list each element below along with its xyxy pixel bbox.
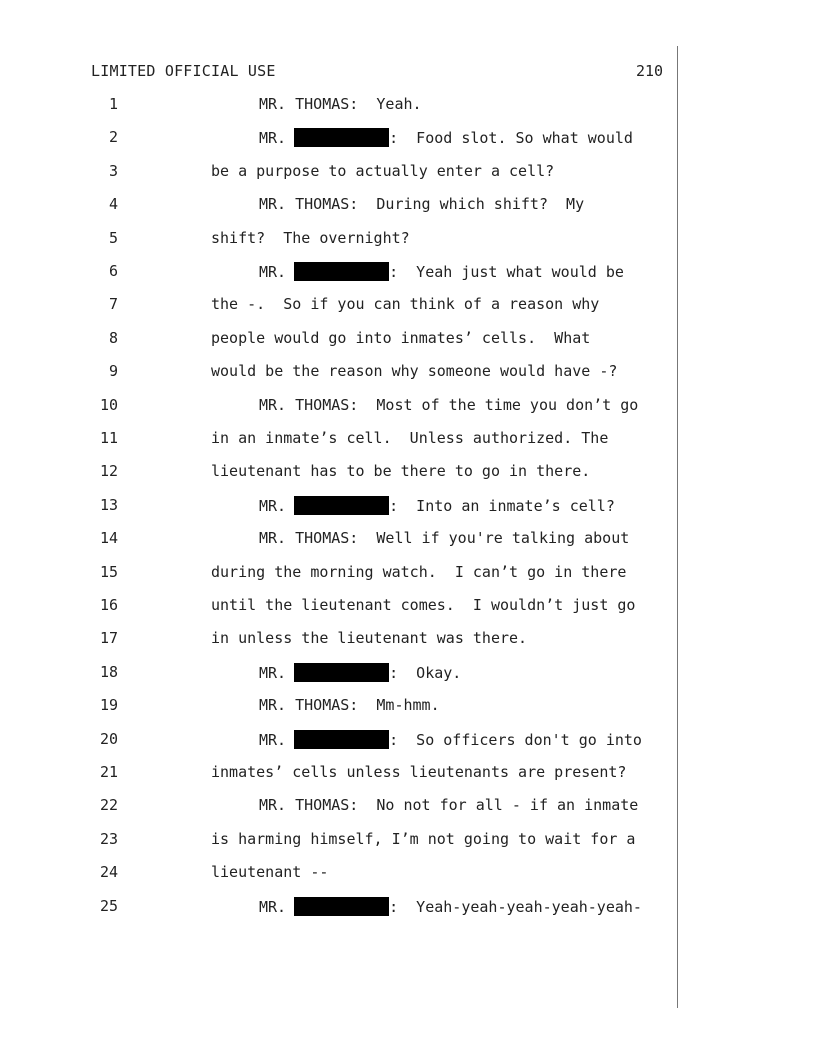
transcript-line [0, 229, 816, 249]
transcript-line [0, 529, 816, 549]
line-text [259, 128, 633, 147]
redaction-box [294, 730, 389, 749]
redaction-box [294, 262, 389, 281]
line-number: 6 [108, 262, 118, 280]
line-text: lieutenant -- [211, 863, 329, 882]
line-number: 21 [99, 763, 118, 781]
line-text: MR. THOMAS: No not for all - if an inmate [259, 796, 639, 815]
line-number: 8 [108, 328, 118, 347]
transcript-line [0, 830, 816, 850]
transcript-line [0, 429, 816, 449]
line-text: people would go into inmates’ cells. What [211, 328, 591, 347]
transcript-line [0, 796, 816, 816]
line-number: 10 [99, 395, 118, 414]
redaction-box [294, 663, 389, 682]
redaction-box [294, 496, 389, 515]
transcript-line [0, 496, 816, 516]
line-text [259, 663, 461, 682]
transcript-line [0, 763, 816, 783]
speaker-prefix: MR. [259, 263, 287, 281]
line-number: 14 [99, 529, 118, 548]
line-number: 11 [99, 429, 118, 447]
transcript-line [0, 295, 816, 315]
line-text: during the morning watch. I can’t go in there [211, 562, 627, 581]
speaker-prefix: MR. [259, 730, 287, 749]
transcript-line [0, 462, 816, 482]
line-number: 18 [99, 662, 118, 681]
transcript-line [0, 262, 816, 282]
speaker-prefix: MR. [259, 897, 287, 916]
line-text: MR. THOMAS: During which shift? My [259, 195, 585, 214]
line-number: 16 [99, 596, 118, 614]
page-number: 210 [636, 62, 664, 80]
line-number: 24 [99, 863, 118, 882]
transcript-line [0, 730, 816, 750]
line-text [259, 730, 642, 749]
speaker-prefix: MR. [259, 496, 287, 515]
transcript-line [0, 897, 816, 917]
line-text: MR. THOMAS: Well if you're talking about [259, 529, 630, 548]
line-number: 4 [108, 195, 118, 214]
line-number: 23 [99, 829, 118, 848]
line-text: is harming himself, I’m not going to wait for a [211, 829, 636, 848]
speech-text: : So officers don't go into [389, 730, 642, 749]
line-number: 20 [99, 729, 118, 748]
line-text: inmates’ cells unless lieutenants are present? [211, 763, 627, 781]
transcript-line [0, 629, 816, 649]
line-text: would be the reason why someone would have -? [211, 362, 618, 381]
speech-text: : Yeah just what would be [389, 263, 624, 281]
transcript-line [0, 362, 816, 382]
transcript-line [0, 329, 816, 349]
transcript-line [0, 195, 816, 215]
line-text: MR. THOMAS: Yeah. [259, 95, 422, 113]
transcript-line [0, 563, 816, 583]
line-text: shift? The overnight? [211, 228, 410, 247]
line-text: MR. THOMAS: Mm-hmm. [259, 696, 440, 715]
line-number: 13 [99, 495, 118, 514]
speech-text: : Okay. [389, 663, 462, 682]
line-text: lieutenant has to be there to go in there. [211, 462, 591, 481]
line-text: until the lieutenant comes. I wouldn’t just go [211, 596, 636, 614]
transcript-line [0, 863, 816, 883]
transcript-line [0, 162, 816, 182]
classification-header: LIMITED OFFICIAL USE [91, 62, 276, 80]
redaction-box [294, 128, 389, 147]
transcript-line [0, 396, 816, 416]
line-number: 7 [108, 295, 118, 314]
speech-text: : Food slot. So what would [389, 129, 633, 148]
line-number: 2 [108, 128, 118, 147]
line-number: 25 [99, 896, 118, 915]
line-number: 22 [99, 796, 118, 815]
transcript-line [0, 696, 816, 716]
speaker-prefix: MR. [259, 129, 287, 148]
transcript-line [0, 128, 816, 148]
line-number: 12 [99, 462, 118, 481]
speech-text: : Into an inmate’s cell? [389, 496, 615, 515]
line-number: 5 [108, 228, 118, 247]
line-text [259, 262, 624, 281]
line-text: in an inmate’s cell. Unless authorized. The [211, 429, 609, 447]
transcript-line [0, 663, 816, 683]
line-text [259, 897, 642, 916]
line-number: 9 [108, 362, 118, 381]
line-text: be a purpose to actually enter a cell? [211, 161, 555, 180]
line-text: the -. So if you can think of a reason why [211, 295, 600, 314]
line-text [259, 496, 615, 515]
line-text: MR. THOMAS: Most of the time you don’t go [259, 395, 639, 414]
redaction-box [294, 897, 389, 916]
transcript-line [0, 596, 816, 616]
line-number: 1 [108, 95, 118, 113]
line-number: 15 [99, 562, 118, 581]
line-number: 19 [99, 696, 118, 715]
transcript-line [0, 95, 816, 115]
speaker-prefix: MR. [259, 663, 287, 682]
line-text: in unless the lieutenant was there. [211, 629, 528, 648]
line-number: 17 [99, 629, 118, 648]
speech-text: : Yeah-yeah-yeah-yeah-yeah- [389, 897, 642, 916]
line-number: 3 [108, 161, 118, 180]
